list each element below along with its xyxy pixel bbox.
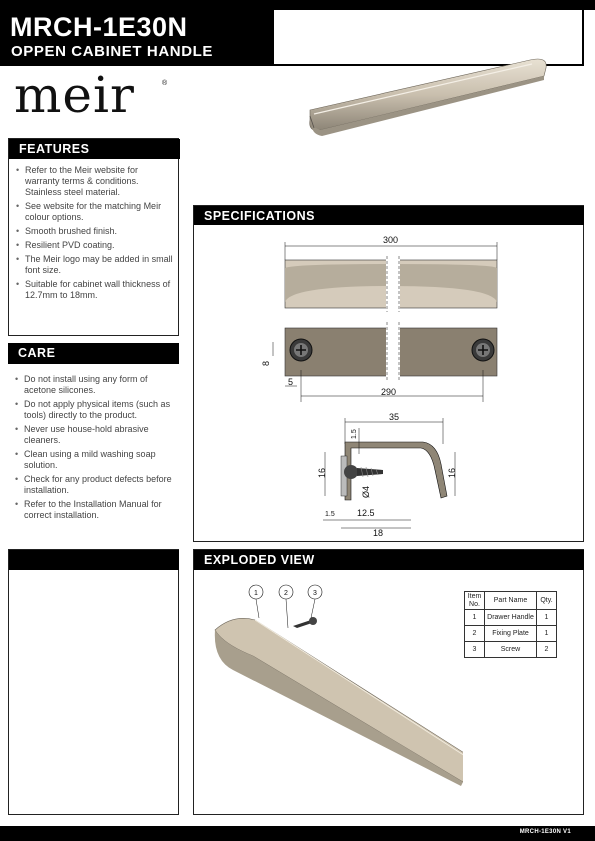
list-item: • The Meir logo may be added in small font size. — [9, 254, 174, 276]
dim-height: 8 — [261, 360, 271, 366]
model-code: MRCH-1E30N — [10, 12, 188, 42]
callout-3: 3 — [313, 590, 317, 597]
care-panel — [8, 343, 179, 541]
exploded-title: EXPLODED VIEW — [194, 550, 584, 570]
list-item: • Refer to the Meir website for warranty terms & conditions. Stainless steel material. — [9, 165, 174, 198]
brand-logo: meir — [14, 66, 135, 124]
dim-profile-left: 16 — [317, 467, 327, 478]
footer-code: MRCH-1E30N V1 — [519, 829, 571, 835]
specifications-title: SPECIFICATIONS — [194, 206, 584, 225]
part-name: Screw — [485, 642, 537, 658]
list-item: • Do not apply physical items (such as tools) directly to the product. — [8, 399, 178, 421]
dim-profile-right: 16 — [447, 467, 457, 478]
list-item: • Check for any product defects before installation. — [8, 474, 178, 496]
registered-mark: ® — [162, 80, 168, 87]
part-qty: 1 — [537, 610, 557, 626]
list-item: • Clean using a mild washing soap solution. — [8, 449, 178, 471]
part-qty: 1 — [537, 626, 557, 642]
notes-panel — [8, 549, 179, 815]
dim-thickness: 1.5 — [351, 429, 358, 439]
table-row — [465, 642, 557, 658]
dim-bottom-total: 18 — [373, 528, 384, 538]
list-item: • Resilient PVD coating. — [9, 240, 174, 251]
table-header-row — [465, 592, 557, 610]
part-qty: 2 — [537, 642, 557, 658]
dim-bottom-b: 12.5 — [357, 508, 375, 518]
part-no: 1 — [465, 610, 485, 626]
product-image — [300, 50, 560, 145]
list-item: • Refer to the Installation Manual for correct installation. — [8, 499, 178, 521]
part-no: 2 — [465, 626, 485, 642]
care-list — [8, 374, 178, 524]
dim-bottom-a: 1.5 — [325, 511, 335, 518]
part-no: 3 — [465, 642, 485, 658]
col-item-no: Item No. — [465, 592, 485, 610]
col-qty: Qty. — [537, 592, 557, 610]
callout-1: 1 — [254, 590, 258, 597]
title-block — [0, 10, 274, 66]
dim-overall: 300 — [383, 235, 399, 245]
parts-table — [464, 591, 557, 658]
features-title: FEATURES — [9, 139, 180, 159]
part-name: Drawer Handle — [485, 610, 537, 626]
exploded-drawing — [193, 570, 463, 815]
dim-edge: 5 — [288, 377, 294, 387]
callout-2: 2 — [284, 590, 288, 597]
dim-depth: 35 — [389, 412, 400, 422]
footer-bar — [0, 826, 595, 841]
list-item: • Suitable for cabinet wall thickness of 12.7mm to 18mm. — [9, 279, 174, 301]
top-band — [0, 0, 595, 10]
technical-drawing — [193, 224, 584, 542]
care-title: CARE — [8, 343, 179, 364]
features-panel — [8, 138, 179, 336]
features-list — [9, 165, 174, 304]
dim-screw: Ø4 — [361, 485, 371, 498]
list-item: • See website for the matching Meir colour options. — [9, 201, 174, 223]
notes-header — [9, 550, 179, 570]
list-item: • Never use house-hold abrasive cleaners. — [8, 424, 178, 446]
list-item: • Do not install using any form of acetone silicones. — [8, 374, 178, 396]
product-name: OPPEN CABINET HANDLE — [11, 43, 214, 60]
table-row — [465, 626, 557, 642]
col-part-name: Part Name — [485, 592, 537, 610]
part-name: Fixing Plate — [485, 626, 537, 642]
table-row — [465, 610, 557, 626]
dim-hole-spacing: 290 — [381, 387, 397, 397]
list-item: • Smooth brushed finish. — [9, 226, 174, 237]
